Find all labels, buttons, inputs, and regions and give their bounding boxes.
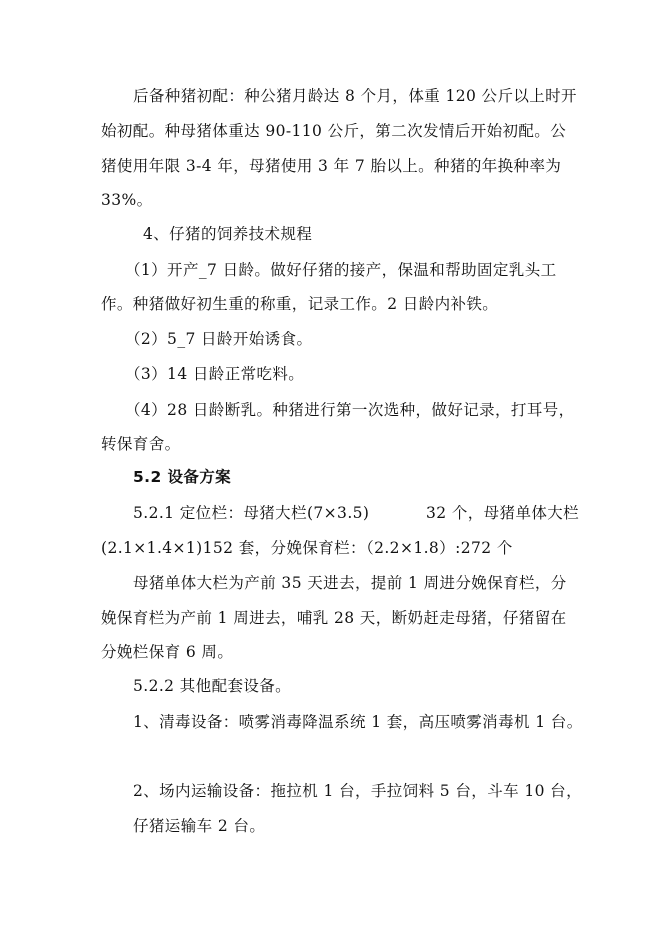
item1-line1: （1）开产_7 日龄。做好仔猪的接产，保温和帮助固定乳头工 [125, 261, 557, 279]
s521-line2: (2.1×1.4×1)152 套，分娩保育栏：（2.2×1.8）:272 个 [101, 539, 513, 557]
item3: （3）14 日龄正常吃料。 [125, 365, 305, 383]
s521-line1-right: 32 个，母猪单体大栏 [426, 504, 580, 522]
section-5-2-title: 5.2 设备方案 [133, 468, 232, 486]
para1-line4: 33%。 [101, 191, 153, 209]
para-sow-line2: 娩保育栏为产前 1 周进去，哺乳 28 天，断奶赶走母猪，仔猪留在 [101, 609, 567, 627]
para1-line2: 始初配。种母猪体重达 90-110 公斤，第二次发情后开始初配。公 [101, 122, 567, 140]
item1-line2: 作。种猪做好初生重的称重，记录工作。2 日龄内补铁。 [101, 295, 499, 313]
para-sow-line3: 分娩栏保育 6 周。 [101, 643, 234, 661]
para-sow-line1: 母猪单体大栏为产前 35 天进去，提前 1 周进分娩保育栏，分 [133, 574, 567, 592]
section-4-title: 4、仔猪的饲养技术规程 [143, 225, 313, 243]
para1-line1: 后备种猪初配：种公猪月龄达 8 个月，体重 120 公斤以上时开 [133, 87, 577, 105]
item4-line2: 转保育舍。 [101, 435, 181, 453]
s522-title: 5.2.2 其他配套设备。 [133, 677, 292, 695]
equip2-line2: 仔猪运输车 2 台。 [133, 817, 266, 835]
item4-line1: （4）28 日龄断乳。种猪进行第一次选种，做好记录，打耳号， [125, 401, 575, 419]
para1-line3: 猪使用年限 3-4 年，母猪使用 3 年 7 胎以上。种猪的年换种率为 [101, 157, 562, 175]
equip1: 1、清毒设备：喷雾消毒降温系统 1 套，高压喷雾消毒机 1 台。 [133, 713, 583, 731]
s521-line1-left: 5.2.1 定位栏：母猪大栏(7×3.5) [133, 504, 370, 522]
item2: （2）5_7 日龄开始诱食。 [125, 330, 313, 348]
equip2-line1: 2、场内运输设备：拖拉机 1 台，手拉饲料 5 台，斗车 10 台， [133, 782, 582, 800]
